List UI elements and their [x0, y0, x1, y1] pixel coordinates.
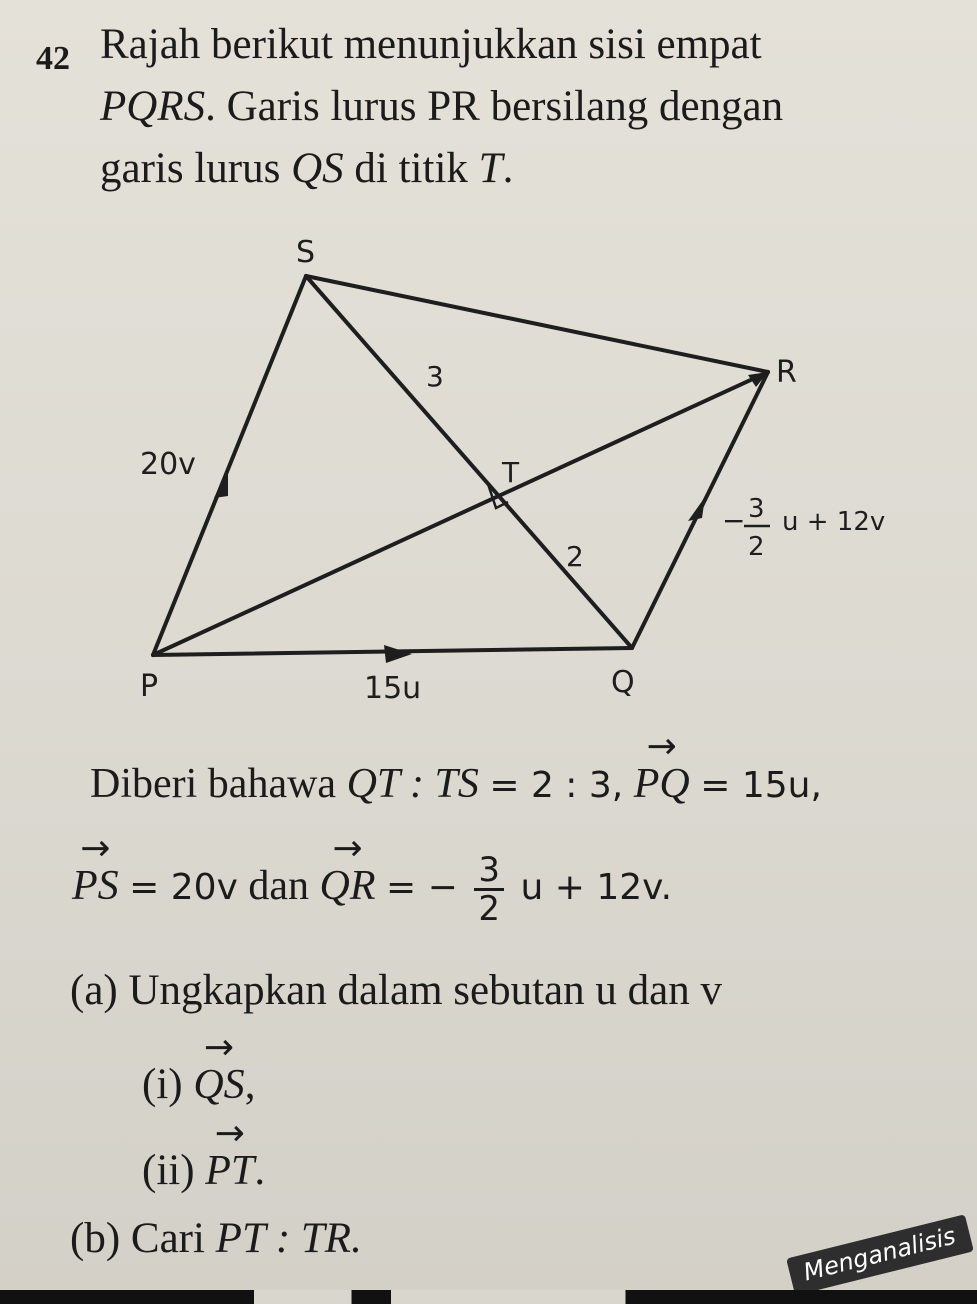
given-text: Diberi bahawa: [90, 761, 337, 807]
part-a-ii-comma: .: [254, 1147, 266, 1194]
part-a-i-comma: ,: [244, 1061, 256, 1108]
part-a-i: [142, 1060, 255, 1109]
vector-ps-value: = 20v: [129, 867, 238, 909]
stem-line-3-mid: di titik: [343, 145, 479, 192]
stem-line-3-text: garis lurus: [100, 145, 292, 192]
vector-qr-denominator: 2: [748, 532, 765, 562]
vertex-p-label: P: [140, 669, 159, 704]
part-a-i-vector: → QS: [193, 1061, 244, 1109]
fraction-numerator: 3: [474, 852, 504, 891]
given-ratio-rhs: = 2 : 3,: [489, 765, 624, 806]
vertex-q-label: Q: [611, 665, 635, 700]
given-line-1: [90, 760, 822, 808]
vector-qr-rest: u + 12v.: [520, 867, 673, 909]
part-b-text: (b) Cari: [70, 1215, 216, 1262]
arrow-ps-icon: [214, 470, 228, 498]
part-b-ratio: PT : TR.: [215, 1215, 362, 1262]
vector-qr-rest: u + 12v: [782, 507, 886, 537]
vector-pq-label: 15u: [364, 671, 422, 706]
part-a-ii: [142, 1146, 265, 1195]
direction-arrows: [214, 372, 768, 663]
part-a: (a) Ungkapkan dalam sebutan u dan v: [70, 967, 722, 1014]
vertex-r-label: R: [776, 355, 797, 390]
vector-ps-symbol: → PS: [72, 862, 119, 910]
vector-qr-numerator: 3: [748, 494, 765, 524]
stem-line-2-text: . Garis lurus PR bersilang dengan: [205, 83, 784, 130]
part-a-i-label: (i): [142, 1061, 183, 1108]
ratio-label-ts: 3: [426, 360, 444, 393]
question-number: 42: [36, 40, 70, 77]
stem-line-1: Rajah berikut menunjukkan sisi empat: [100, 21, 762, 68]
arrow-qr-icon: [688, 497, 705, 521]
quadrilateral-edges: [153, 276, 768, 655]
part-a-ii-vector: → PT: [205, 1147, 254, 1195]
vector-qr-symbol: → QR: [320, 862, 376, 910]
vector-qr-fraction: [474, 852, 504, 927]
stem-line-2-quad: PQRS: [100, 83, 206, 130]
diagonal-pr: [153, 372, 768, 655]
bottom-color-strip: [0, 1290, 977, 1304]
part-a-ii-label: (ii): [142, 1147, 195, 1194]
stem-line-3-point: T: [478, 145, 503, 192]
vector-qr-equals: = −: [386, 867, 458, 909]
skill-badge: Menganalisis: [786, 1214, 973, 1295]
vertex-s-label: S: [296, 235, 316, 270]
ratio-label-qt: 2: [566, 540, 584, 573]
given-and: dan: [248, 863, 320, 910]
point-t-label: T: [502, 456, 520, 489]
given-ratio-lhs: QT : TS: [346, 761, 479, 807]
vector-pq-symbol: → PQ: [634, 760, 690, 808]
part-b: [70, 1214, 362, 1263]
vector-pq-value: = 15u,: [700, 765, 822, 806]
fraction-denominator: 2: [478, 889, 500, 929]
given-line-2: [72, 852, 672, 927]
vector-qr-sign: −: [722, 504, 746, 537]
vector-ps-label: 20v: [140, 447, 196, 482]
stem-line-3-end: .: [502, 145, 514, 192]
stem-line-3-line: QS: [291, 145, 344, 192]
arrow-pq-icon: [384, 645, 412, 663]
